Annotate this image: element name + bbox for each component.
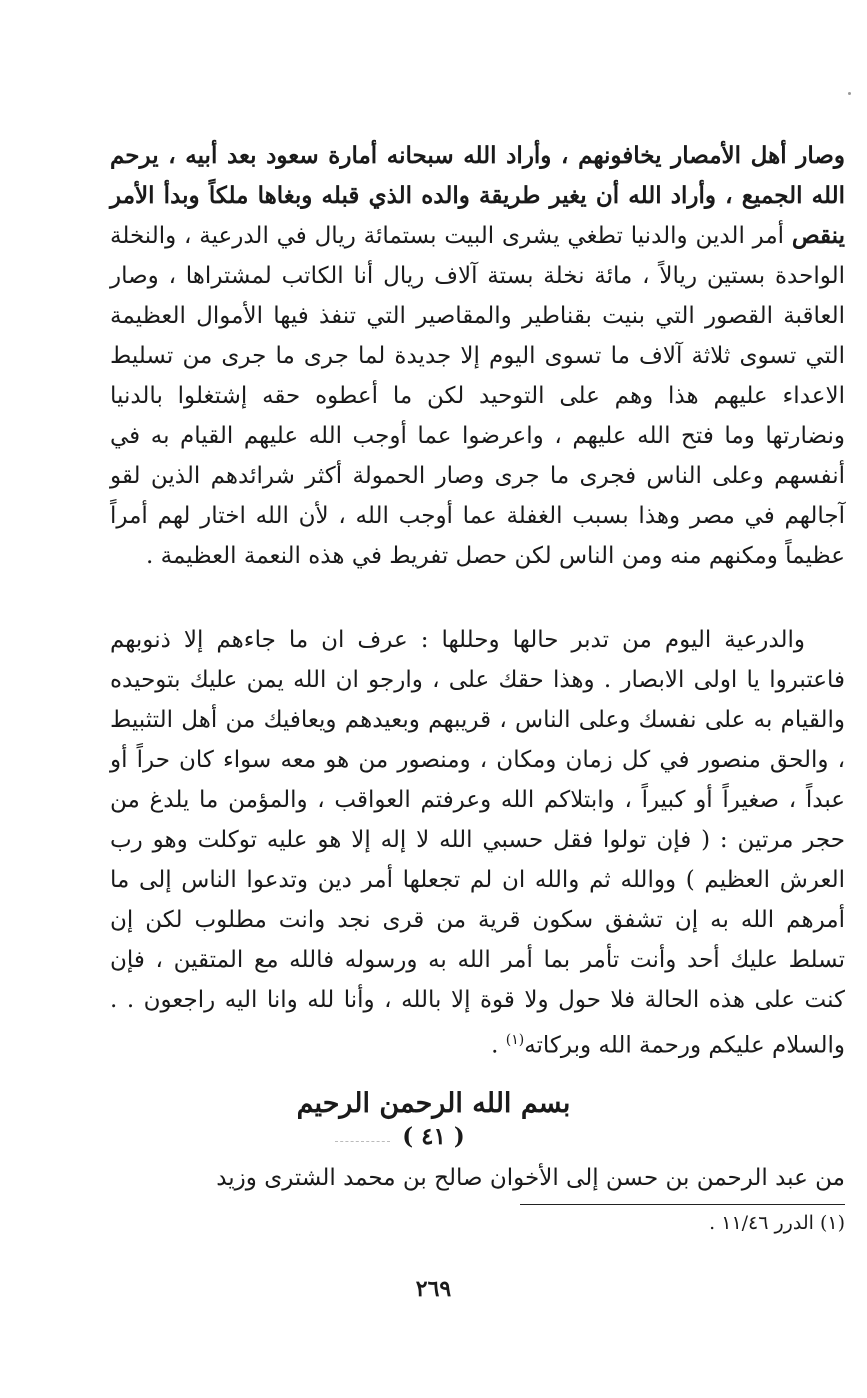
paragraph-1	[110, 136, 845, 576]
letter-number: ( ٤١ )	[402, 1123, 465, 1150]
footnote: (١) الدرر ١١/٤٦ .	[709, 1212, 845, 1234]
scan-smudge	[335, 1141, 390, 1142]
basmala-heading: بسم الله الرحمن الرحيم	[296, 1088, 571, 1119]
paragraph-1-text: أمر الدين والدنيا تطغي يشرى البيت بستمائة ريال في الدرعية ، والنخلة الواحدة بستين ريالاً ، مائة نخلة بستة آلاف ريال أنا الكاتب لمشتراها ، وصار العاقبة القصور التي بنيت بقناطير والمقاصير التي تنفذ فيها الأموال العظيمة التي تسوى ثلاثة آلاف ما تسوى اليوم إلا جديدة لما جرى ما جرى من تسليط الاعداء عليهم هذا وهم على التوحيد لكن ما أعطوه حقه إشتغلوا بالدنيا ونضارتها وما فتح الله عليهم ، واعرضوا عما أوجب الله عليهم القيام به في أنفسهم وعلى الناس فجرى ما جرى وصار الحمولة أكثر شرائدهم الذين لقو آجالهم في مصر وهذا بسبب الغفلة عما أوجب الله ، لأن الله اختار لهم أمراً عظيماً ومكنهم منه ومن الناس لكن حصل تفريط في هذه النعمة العظيمة .	[110, 223, 845, 569]
footnote-marker: (١)	[505, 1032, 525, 1048]
page-number: ٢٦٩	[415, 1276, 452, 1302]
paragraph-2	[110, 620, 845, 1066]
paragraph-2-text: والدرعية اليوم من تدبر حالها وحللها : عرف ان ما جاءهم إلا ذنوبهم فاعتبروا يا اولى الابصار . وهذا حقك على ، وارجو ان الله يمن عليك بتوحيده والقيام به على نفسك وعلى الناس ، قريبهم وبعيدهم ويعافيك من أهل التثبيط ، والحق منصور في كل زمان ومكان ، ومنصور من هو معه سواء كان حراً أو عبداً ، صغيراً أو كبيراً ، وابتلاكم الله وعرفتم العواقب ، والمؤمن ما يلدغ من حجر مرتين : ( فإن تولوا فقل حسبي الله لا إله إلا هو عليه توكلت وهو رب العرش العظيم ) ووالله ثم والله ان لم تجعلها أمر دين وتدعوا الناس إلى ما أمرهم الله به إن تشفق سكون قرية من قرى نجد وانت مطلوب لكن إن تسلط عليك أحد وأنت تأمر بما أمر الله به ورسوله فالله مع المتقين ، فإن كنت على هذه الحالة فلا حول ولا قوة إلا بالله ، وأنا لله وانا اليه راجعون . . والسلام عليكم ورحمة الله وبركاته	[110, 627, 845, 1059]
sender-line: من عبد الرحمن بن حسن إلى الأخوان صالح بن محمد الشترى وزيد	[216, 1165, 845, 1191]
scan-speck	[848, 92, 851, 95]
footnote-divider	[520, 1204, 845, 1205]
paragraph-1-bold-intro: وصار أهل الأمصار يخافونهم ، وأراد الله سبحانه أمارة سعود بعد أبيه ، يرحم الله الجميع ، وأراد الله أن يغير طريقة والده الذي قبله وبغاها ملكاً وبدأ الأمر ينقص	[110, 142, 846, 249]
paragraph-2-end: .	[491, 1032, 506, 1059]
